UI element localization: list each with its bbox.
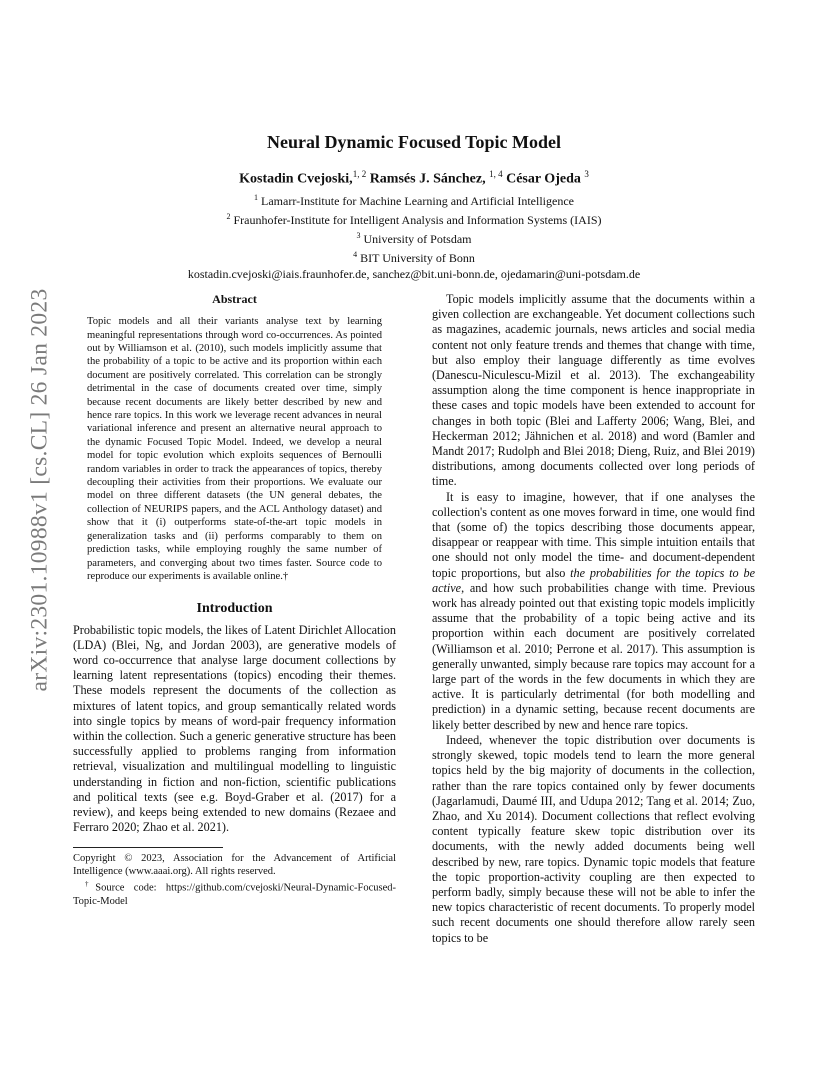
left-column — [73, 292, 396, 908]
author-affiliation-marker: 3 — [584, 169, 589, 179]
affiliation: $^2$ Fraunhofer-Institute for Intelligent Analysis and Information Systems (IAIS) — [226, 211, 602, 227]
abstract-heading: Abstract — [212, 292, 257, 306]
footnote-marker: † — [85, 880, 96, 889]
paper-title: Neural Dynamic Focused Topic Model — [266, 132, 561, 152]
body-paragraph: Indeed, whenever the topic distribution over documents is strongly skewed, topic models tend to learn the more general topics held by the big majority of documents in the collection, rather than the rare topics contained only by fewer documents (Jagarlamudi, Daumé III, and Udupa 2012; Tang et al. 2014; Zuo, Zhao, and Xu 2014). Document collections that reflect evolving content typically feature skew topic distribution over its documents, with the newly added documents being well described by new, rare topics. Dynamic topic models that feature the topic proportion-activity coupling are then expected to perform badly, simply because these will not be able to infer the new topics characteristic of recent documents. To properly model such recent documents one should therefore allow rarely seen topics to be — [432, 732, 755, 945]
affiliation: $^3$ University of Potsdam — [356, 230, 472, 246]
author-name: Kostadin Cvejoski, — [239, 171, 353, 187]
arxiv-identifier — [20, 290, 60, 690]
author-emails: kostadin.cvejoski@iais.fraunhofer.de, sanchez@bit.uni-bonn.de, ojedamarin@uni-potsdam.de — [187, 266, 641, 281]
affiliation: $^1$ Lamarr-Institute for Machine Learning and Artificial Intelligence — [254, 192, 574, 208]
body-paragraph: Probabilistic topic models, the likes of Latent Dirichlet Allocation (LDA) (Blei, Ng, and Jordan 2003), are generative models of word co-occurrence that analyse large document collections by learning latent representations (topics) encoding their themes. These models represent the documents of the collection as mixtures of latent topics, and group semantically related words into single topics by means of word-pair frequency information within the collection. Such a generic generative structure has been successfully applied to problems ranging from information retrieval, visualization and multilingual modelling to linguistic understanding in fiction and non-fiction, scientific publications and political texts (see e.g. Boyd-Graber et al. (2017) for a review), and keeps being extended to new domains (Rezaee and Ferraro 2020; Zhao et al. 2021). — [73, 622, 396, 835]
abstract-text: Topic models and all their variants analyse text by learning meaningful representations through word co-occurrences. As pointed out by Williamson et al. (2010), such models implicitly assume that the probability of a topic to be active and its proportion within each document are positively correlated. This correlation can be strongly detrimental in the case of documents created over time, simply because recent documents are likely better described by new and hence rare topics. In this work we leverage recent advances in neural variational inference and present an alternative neural approach to the dynamic Focused Topic Model. Indeed, we develop a neural model for topic evolution which exploits sequences of Bernoulli random variables in order to track the appearances of topics, thereby decoupling their activities from their proportions. We evaluate our model on three different datasets (the UN general debates, the collection of NEURIPS papers, and the ACL Anthology dataset) and show that it (i) outperforms state-of-the-art topic models in generalization tasks and (ii) performs comparably to them on prediction tasks, while employing roughly the same number of parameters, and converging about two times faster. Source code to reproduce our experiments is available online.† — [87, 316, 382, 582]
right-column — [432, 292, 755, 946]
source-code-footnote — [73, 878, 396, 908]
introduction-heading: Introduction — [196, 601, 273, 617]
copyright-footnote: Copyright © 2023, Association for the Advancement of Artificial Intelligence (www.aaai.org). All rights reserved. — [73, 853, 396, 878]
author-affiliation-marker: 1, 2 — [352, 169, 367, 179]
arxiv-identifier-text: arXiv:2301.10988v1 [cs.CL] 26 Jan 2023 — [26, 288, 53, 692]
body-paragraph: It is easy to imagine, however, that if one analyses the collection's content as one moves forward in time, one would find that (some of) the topics describing those documents appear, disappear or reappear with time. This simple intuition entails that one should not only model the time- and document-dependent topic proportions, but also the probabilities for the topics to be active, and how such probabilities change with time. Previous work has already pointed out that existing topic models implicitly assume that the probability of a topic being active and its proportion within each document are positively correlated (Williamson et al. 2010; Perrone et al. 2017). This assumption is generally unwanted, simply because rare topics may account for a large part of the words in the few documents in which they are active. It is particularly detrimental (for both modelling and prediction) in a dynamic setting, because recent documents are likely better described by new and hence rare topics. — [432, 489, 755, 732]
author-list — [72, 164, 756, 190]
emphasized-phrase: the probabilities for the topics to be active — [432, 565, 755, 595]
paper-header — [72, 130, 756, 282]
author-name: César Ojeda — [506, 171, 581, 187]
footnote-divider — [73, 847, 223, 848]
author-affiliation-marker: 1, 4 — [489, 169, 503, 179]
source-code-text: Source code: https://github.com/cvejoski/Neural-Dynamic-Focused-Topic-Model — [73, 882, 396, 907]
author-name: Ramsés J. Sánchez, — [369, 171, 486, 187]
affiliation: $^4$ BIT University of Bonn — [353, 249, 475, 265]
body-paragraph: Topic models implicitly assume that the documents within a given collection are exchangeable. Yet document collections such as magazines, academic journals, news articles and social media content not only feature trends and themes that change with time, but also employ their language differently as time evolves (Danescu-Niculescu-Mizil et al. 2013). The exchangeability assumption along the time component is hence inappropriate in these cases and topic models have been extended to account for changes in both topic (Blei and Lafferty 2006; Wang, Blei, and Heckerman 2012; Jähnichen et al. 2018) and word (Bamler and Mandt 2017; Rudolph and Blei 2018; Dieng, Ruiz, and Blei 2019) distributions, among documents collected over long periods of time. — [432, 292, 755, 489]
